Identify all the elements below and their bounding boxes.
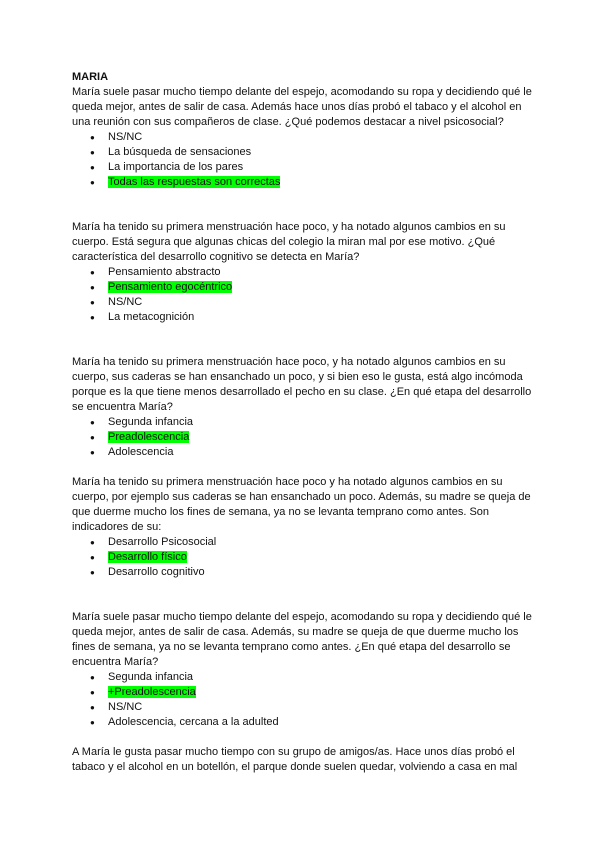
option-label: NS/NC [108,296,143,308]
option-label: Adolescencia [108,446,174,458]
option-list [72,535,534,580]
option-label: NS/NC [108,131,143,143]
option-label-highlighted: Pensamiento egocéntrico [108,281,233,293]
option-item-correct [72,280,534,295]
option-label: NS/NC [108,701,143,713]
question-text: María suele pasar mucho tiempo delante del espejo, acomodando su ropa y decidiendo qué le queda mejor, antes de salir de casa. Además hace unos días probó el tabaco y el alcohol en una reunión con sus compañeros de clase. ¿Qué podemos destacar a nivel psicosocial? [72,86,532,128]
option-label-highlighted: Todas las respuestas son correctas [108,176,281,188]
option-item [72,145,534,160]
question-block [72,475,534,580]
question-block [72,220,534,325]
option-label: Pensamiento abstracto [108,266,221,278]
option-item-correct [72,175,534,190]
option-item-correct [72,430,534,445]
option-item-correct [72,685,534,700]
option-item [72,700,534,715]
option-label-highlighted: Preadolescencia [108,431,190,443]
option-label: Segunda infancia [108,416,194,428]
option-label: La importancia de los pares [108,161,244,173]
option-item [72,415,534,430]
question-text: María suele pasar mucho tiempo delante del espejo, acomodando su ropa y decidiendo qué le queda mejor, antes de salir de casa. Además, su madre se queja de que duerme mucho los fines de semana, ya no se levanta temprano como antes. ¿En qué etapa del desarrollo se encuentra María? [72,611,532,668]
option-list [72,415,534,460]
option-label: La búsqueda de sensaciones [108,146,252,158]
option-item [72,130,534,145]
question-block [72,355,534,460]
final-paragraph: A María le gusta pasar mucho tiempo con su grupo de amigos/as. Hace unos días probó el tabaco y el alcohol en un botellón, el parque donde suelen quedar, volviendo a casa en mal [72,746,518,773]
question-block [72,610,534,730]
option-item [72,445,534,460]
document-content [72,70,534,775]
document-title: MARIA [72,71,109,83]
option-list [72,130,534,190]
option-item [72,265,534,280]
option-label: La metacognición [108,311,195,323]
option-list [72,265,534,325]
option-label: Desarrollo Psicosocial [108,536,217,548]
option-label-highlighted: +Preadolescencia [108,686,196,698]
question-text: María ha tenido su primera menstruación hace poco, y ha notado algunos cambios en su cuerpo. Está segura que algunas chicas del colegio la miran mal por ese motivo. ¿Qué característica del desarrollo cognitivo se detecta en María? [72,221,506,263]
question-block [72,85,534,190]
option-label-highlighted: Desarrollo físico [108,551,187,563]
option-item-correct [72,550,534,565]
question-text: María ha tenido su primera menstruación hace poco, y ha notado algunos cambios en su cuerpo, sus caderas se han ensanchado un poco, y si bien eso le gusta, está algo incómoda porque es la que tiene menos desarrollado el pecho en su clase. ¿En qué etapa del desarrollo se encuentra María? [72,356,532,413]
option-list [72,670,534,730]
option-item [72,310,534,325]
question-text: María ha tenido su primera menstruación hace poco y ha notado algunos cambios en su cuerpo, por ejemplo sus caderas se han ensanchado un poco. Además, su madre se queja de que duerme mucho los fines de semana, ya no se levanta temprano como antes. Son indicadores de su: [72,476,531,533]
option-label: Desarrollo cognitivo [108,566,205,578]
option-item [72,535,534,550]
option-item [72,670,534,685]
option-item [72,160,534,175]
option-item [72,295,534,310]
option-item [72,715,534,730]
option-label: Segunda infancia [108,671,194,683]
option-label: Adolescencia, cercana a la adulted [108,716,279,728]
option-item [72,565,534,580]
